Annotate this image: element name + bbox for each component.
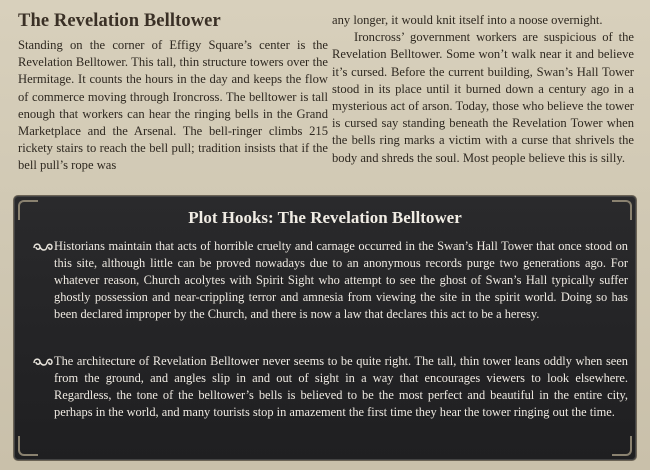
continuation-paragraph: any longer, it would knit itself into a noose overnight.: [332, 13, 603, 27]
right-column: [332, 12, 634, 167]
plot-hooks-sidebar: [14, 196, 636, 460]
corner-ornament: [18, 436, 38, 456]
plot-hook-item: [32, 238, 628, 323]
swirl-ornament-icon: [32, 240, 54, 254]
body-paragraph: Ironcross’ government workers are suspicious of the Revelation Belltower. Some won’t walk near it and believe it’s cursed. Before the current building, Swan’s Hall Tower stood in its place until it burned down a century ago in a mysterious act of arson. Today, those who believe the tower is cursed say standing beneath the Revelation Tower when the bells ring marks a victim with a curse that shrivels the body and shreds the soul. Most people believe this is silly.: [332, 30, 634, 165]
corner-ornament: [612, 436, 632, 456]
plot-hook-text: The architecture of Revelation Belltower never seems to be quite right. The tall, thin tower leans oddly when seen from the ground, and angles slip in and out of sight in a way that encourages viewers to look elsewhere. Regardless, the tone of the belltower’s bells is believed to be the most perfect and beautiful in the entire city, perhaps in the world, and many tourists stop in amazement the first time they hear the tower ringing out the time.: [54, 354, 628, 419]
section-heading: The Revelation Belltower: [18, 11, 221, 31]
plot-hook-text: Historians maintain that acts of horrible cruelty and carnage occurred in the Swan’s Hall Tower that once stood on this site, although little can be proved nowadays due to an anonymous records purge two generations ago. For whatever reason, Church acolytes with Spirit Sight who attempt to see the ghost of Swan’s Hall typically suffer ghostly possession and near-crippling terror and amnesia from viewing the site in the spirit world. Doing so has been declared improper by the Church, and there is now a law that declares this act to be a heresy.: [54, 239, 628, 321]
body-paragraph: Standing on the corner of Effigy Square’s center is the Revelation Belltower. This tall, thin structure towers over the Hermitage. It counts the hours in the day and keeps the flow of commerce moving through Ironcross. The belltower is tall enough that workers can hear the ringing bells in the Grand Marketplace and the Arsenal. The bell-ringer climbs 215 rickety stairs to reach the bell pull; tradition insists that if the bell pull’s rope was: [18, 38, 328, 173]
plot-hook-item: [32, 353, 628, 421]
sidebar-title: Plot Hooks: The Revelation Belltower: [188, 208, 462, 227]
swirl-ornament-icon: [32, 355, 54, 369]
left-column: [18, 10, 328, 175]
